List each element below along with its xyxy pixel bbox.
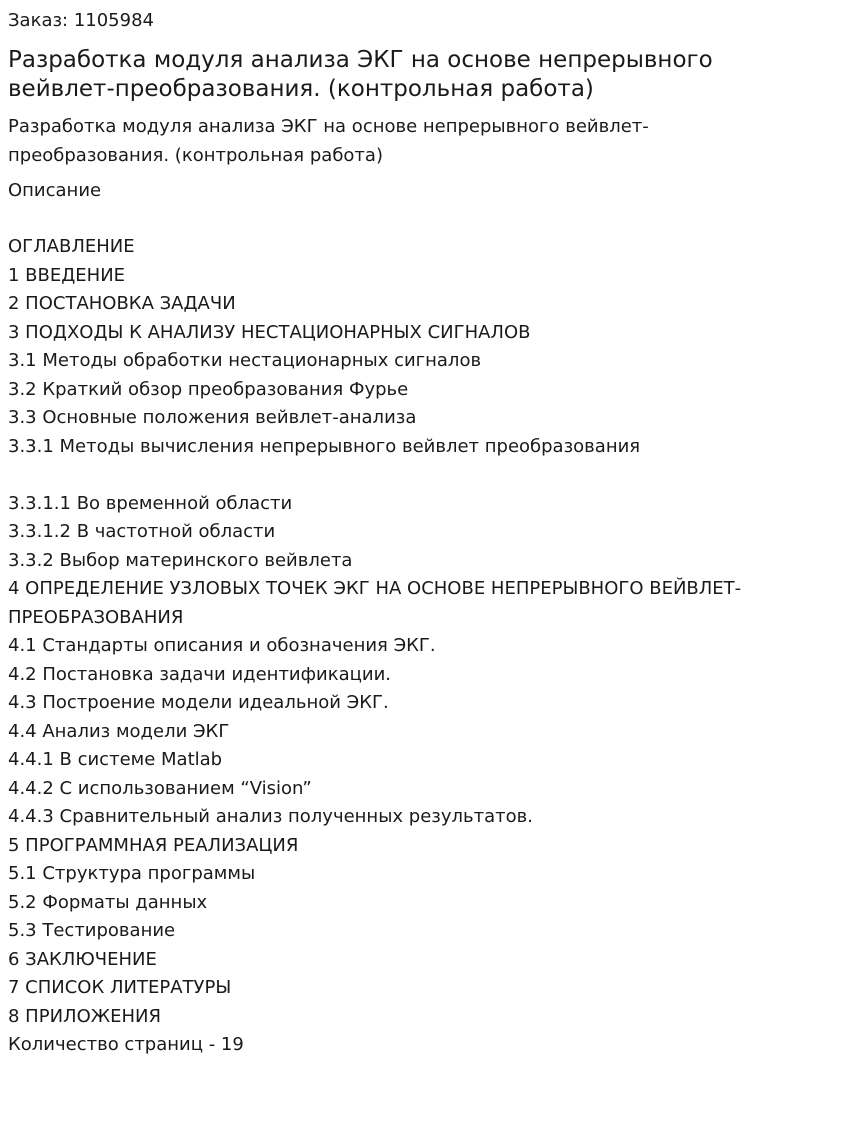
toc-item: 5.1 Структура программы [8,863,256,884]
description-label: Описание [8,180,102,201]
toc-item: 4.4.3 Сравнительный анализ полученных результатов. [8,806,533,827]
toc-item: 5.2 Форматы данных [8,891,208,913]
toc-item: 7 СПИСОК ЛИТЕРАТУРЫ [8,977,232,998]
toc-item: 4.4.1 В системе Matlab [8,749,223,770]
toc-item: 3.3.1 Методы вычисления непрерывного вейвлет преобразования [8,435,641,457]
toc-item: 4.1 Стандарты описания и обозначения ЭКГ. [8,635,436,656]
toc-item: 4.3 Построение модели идеальной ЭКГ. [8,692,389,713]
toc-item: 3.3.1.1 Во временной области [8,492,293,514]
toc-item: 4.4 Анализ модели ЭКГ [8,720,230,742]
toc-item: 5 ПРОГРАММНАЯ РЕАЛИЗАЦИЯ [8,834,299,856]
page-count: Количество страниц - 19 [8,1034,244,1055]
toc-item: 3.2 Краткий обзор преобразования Фурье [8,378,409,400]
toc-item: 3 ПОДХОДЫ К АНАЛИЗУ НЕСТАЦИОНАРНЫХ СИГНАЛОВ [8,321,531,343]
toc-item: 1 ВВЕДЕНИЕ [8,264,126,286]
toc-item: 2 ПОСТАНОВКА ЗАДАЧИ [8,293,236,314]
toc-item: 3.3.1.2 В частотной области [8,521,276,542]
toc-item: 8 ПРИЛОЖЕНИЯ [8,1005,161,1027]
toc-item: 3.3.2 Выбор материнского вейвлета [8,549,353,571]
toc-item: 5.3 Тестирование [8,920,176,941]
toc-item: 6 ЗАКЛЮЧЕНИЕ [8,948,157,970]
toc-item: 3.1 Методы обработки нестационарных сигналов [8,350,482,371]
toc-item: 3.3 Основные положения вейвлет-анализа [8,407,417,428]
toc-item: 4.4.2 С использованием “Vision” [8,777,312,799]
page-title: Разработка модуля анализа ЭКГ на основе непрерывного вейвлет-преобразования. (контрольная работа) [8,47,713,102]
toc-heading: ОГЛАВЛЕНИЕ [8,236,135,257]
table-of-contents [8,233,839,1031]
toc-spacer [8,461,808,490]
toc-item: 4.2 Постановка задачи идентификации. [8,663,391,685]
page-subtitle: Разработка модуля анализа ЭКГ на основе непрерывного вейвлет-преобразования. (контрольная работа) [8,116,649,166]
toc-item: 4 ОПРЕДЕЛЕНИЕ УЗЛОВЫХ ТОЧЕК ЭКГ НА ОСНОВЕ НЕПРЕРЫВНОГО ВЕЙВЛЕТ-ПРЕОБРАЗОВАНИЯ [8,578,742,628]
order-number: Заказ: 1105984 [8,10,154,31]
